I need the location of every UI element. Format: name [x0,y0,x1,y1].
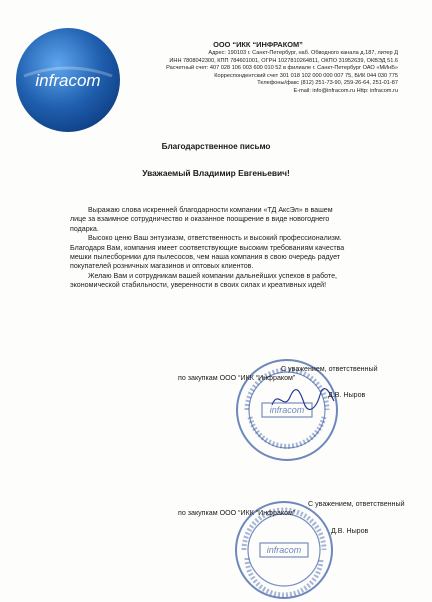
p3-line: экономической стабильности, уверенности в своих силах и креативных идей! [70,281,327,290]
company-address: Адрес: 190103 г. Санкт-Петербург, наб. Обводного канала д.187, литер Д [208,50,398,56]
infracom-logo [12,24,124,136]
svg-text:infracom: infracom [269,405,305,415]
p3-line: Желаю Вам и сотрудникам вашей компании дальнейших успехов в работе, [88,271,338,280]
company-phones: Телефоны/факс (812) 251-73-90, 259-26-64, 251-01-87 [257,80,398,87]
letter-body [70,206,386,291]
company-corr-account: Корреспондентский счет 301 018 102 000 000 007 75, БИК 044 030 775 [214,72,398,79]
p1-line: Выражаю слова искренней благодарности компании «ТД АксЭл» в вашем [88,206,333,214]
svg-text:infracom: infracom [266,545,302,555]
footer-line-2: по закупкам ООО “ИКК “Инфраком” [178,509,296,517]
company-email: E-mail: info@infracom.ru Http: infracom.ru [293,87,398,94]
p2-line: Высоко ценю Ваш энтузиазм, ответственность и высокий профессионализм. [88,234,342,243]
company-requisites [118,40,398,96]
signature-line-2: по закупкам ООО “ИКК “Инфраком” [178,374,296,382]
p2-line: покупателей розничных магазинов и оптовых клиентов. [70,262,254,271]
p2-line: мешки пылесборники для пылесосов, чем наша компания в свою очередь радует [70,253,341,262]
company-ids: ИНН 7808042300, КПП 784601001, ОГРН 1027810264811, ОКПО 31952639, ОКВЭД 51.6 [169,57,398,64]
signature-block [0,365,432,485]
p1-line: лице за взаимное сотрудничество и оказанное поощрение в виде новогоднего [70,215,330,224]
signature-line-1: С уважением, ответственный [281,365,378,373]
document-title: Благодарственное письмо [161,142,271,151]
p1-line: подарка. [70,224,99,233]
svg-text:infracom: infracom [35,71,101,90]
company-account: Расчетный счет: 407 028 106 003 600 010 52 в филиале г. Санкт-Петербург ОАО «МИнБ» [166,65,398,72]
p2-line: Благодаря Вам, компания имеет соответствующие высоким требованиям качества [70,243,345,252]
footer-signatory-name: Д.В. Ныров [331,527,369,535]
signatory-name: Д.В. Ныров [328,391,366,399]
salutation: Уважаемый Владимир Евгеньевич! [142,168,290,178]
footer-line-1: С уважением, ответственный [308,500,405,508]
company-name: ООО “ИКК “ИНФРАКОМ” [213,40,303,49]
